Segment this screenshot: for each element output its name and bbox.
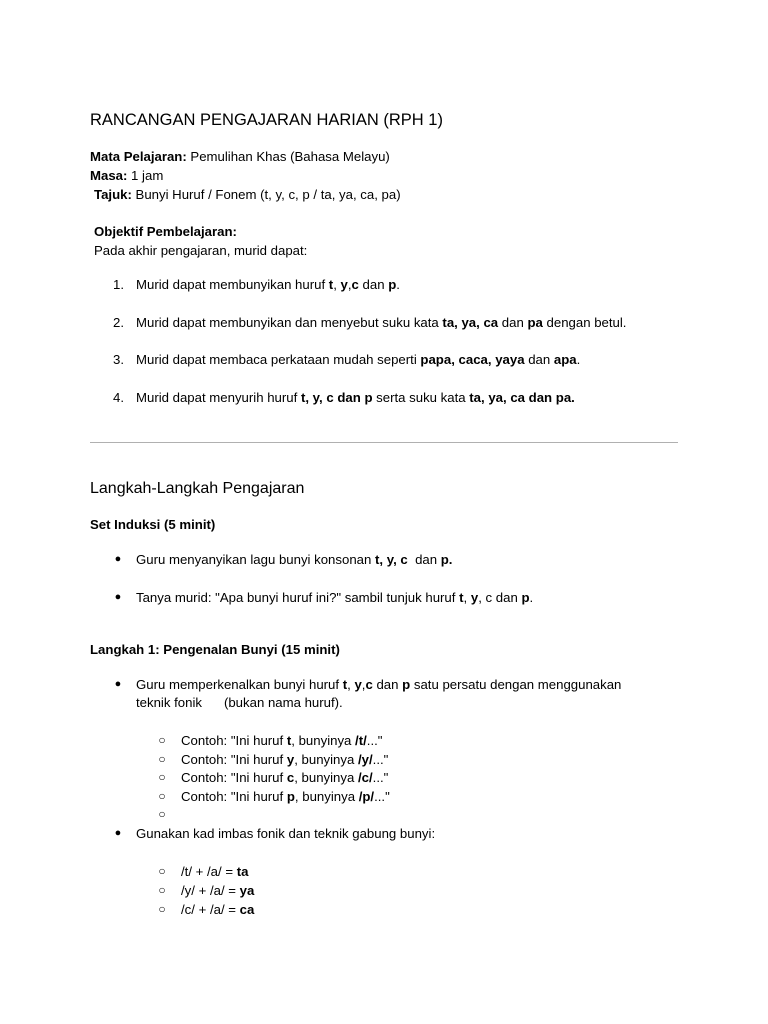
list-number: 1. (113, 277, 124, 292)
step1-heading: Langkah 1: Pengenalan Bunyi (15 minit) (90, 642, 340, 657)
bullet-icon: ● (114, 591, 122, 603)
circle-bullet-icon: ○ (158, 789, 166, 803)
step1-item: Gunakan kad imbas fonik dan teknik gabung bunyi: (136, 826, 436, 841)
example-item: Contoh: "Ini huruf t, bunyinya /t/..." (181, 733, 383, 748)
document-title: RANCANGAN PENGAJARAN HARIAN (RPH 1) (90, 111, 443, 129)
blend-item: /y/ + /a/ = ya (181, 883, 255, 898)
objective-item: Murid dapat membunyikan huruf t, y,c dan p. (136, 277, 400, 292)
subject-line (90, 149, 390, 164)
induction-heading: Set Induksi (5 minit) (90, 517, 216, 532)
circle-bullet-icon: ○ (158, 752, 166, 766)
subject-label: Mata Pelajaran: (90, 149, 187, 164)
bullet-icon: ● (114, 553, 122, 565)
circle-bullet-icon: ○ (158, 864, 166, 878)
objectives-intro: Pada akhir pengajaran, murid dapat: (94, 243, 308, 258)
list-number: 3. (113, 352, 124, 367)
objective-item: Murid dapat menyurih huruf t, y, c dan p serta suku kata ta, ya, ca dan pa. (136, 390, 575, 405)
topic-label: Tajuk: (94, 187, 132, 202)
bullet-icon: ● (114, 827, 122, 839)
step1-item-continuation: teknik fonik (bukan nama huruf). (136, 695, 343, 710)
circle-bullet-icon: ○ (158, 770, 166, 784)
topic-line (94, 187, 401, 202)
steps-heading: Langkah-Langkah Pengajaran (90, 480, 305, 497)
step1-item: Guru memperkenalkan bunyi huruf t, y,c dan p satu persatu dengan menggunakan (136, 677, 622, 692)
time-line (90, 168, 163, 183)
subject-value: Pemulihan Khas (Bahasa Melayu) (186, 149, 390, 164)
topic-value: Bunyi Huruf / Fonem (t, y, c, p / ta, ya, ca, pa) (131, 187, 401, 202)
example-item: Contoh: "Ini huruf y, bunyinya /y/..." (181, 752, 389, 767)
objective-item: Murid dapat membunyikan dan menyebut suku kata ta, ya, ca dan pa dengan betul. (136, 315, 627, 330)
bullet-icon: ● (114, 678, 122, 690)
time-value: 1 jam (127, 168, 164, 183)
circle-bullet-icon: ○ (158, 807, 166, 821)
induction-item: Guru menyanyikan lagu bunyi konsonan t, y, c dan p. (136, 552, 453, 567)
blend-item: /c/ + /a/ = ca (181, 902, 255, 917)
blend-item: /t/ + /a/ = ta (181, 864, 249, 879)
objectives-heading: Objektif Pembelajaran: (94, 224, 237, 239)
example-item: Contoh: "Ini huruf p, bunyinya /p/..." (181, 789, 390, 804)
list-number: 4. (113, 390, 124, 405)
horizontal-divider (90, 442, 678, 443)
example-item: Contoh: "Ini huruf c, bunyinya /c/..." (181, 770, 389, 785)
induction-item: Tanya murid: "Apa bunyi huruf ini?" sambil tunjuk huruf t, y, c dan p. (136, 590, 534, 605)
circle-bullet-icon: ○ (158, 902, 166, 916)
circle-bullet-icon: ○ (158, 883, 166, 897)
list-number: 2. (113, 315, 124, 330)
time-label: Masa: (90, 168, 128, 183)
circle-bullet-icon: ○ (158, 733, 166, 747)
objective-item: Murid dapat membaca perkataan mudah seperti papa, caca, yaya dan apa. (136, 352, 581, 367)
